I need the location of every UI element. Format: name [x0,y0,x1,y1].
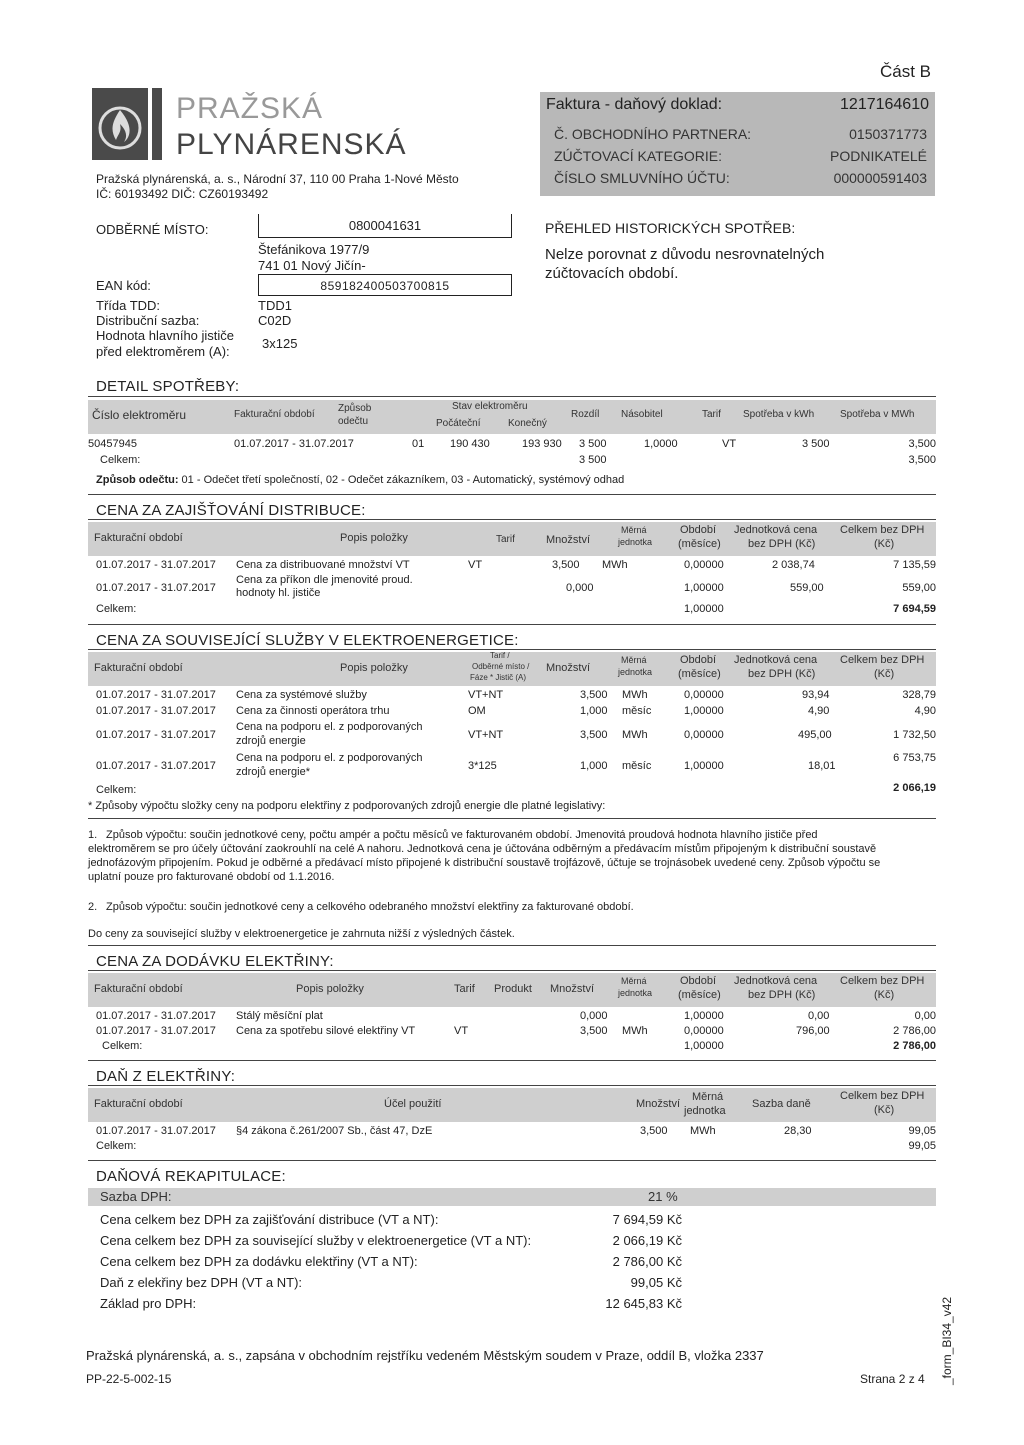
dist-r2-item2: hodnoty hl. jističe [236,587,321,599]
breaker-value: 3x125 [262,336,298,351]
recap-row-5-value: 12 645,83 Kč [605,1296,682,1311]
th-dist-price2: bez DPH (Kč) [748,538,816,550]
services-footnote: * Způsoby výpočtu složky ceny na podporu elektřiny z podporovaných zdrojů energie dle platné legislativy: [88,800,606,812]
sup-total-obd: 1,00000 [684,1040,724,1052]
serv-r4-price: 18,01 [808,760,836,772]
logo-text-line1: PRAŽSKÁ [176,92,324,125]
dist-total-obd: 1,00000 [684,603,724,615]
ean-box [258,274,512,296]
serv-r3-tarif: VT+NT [468,729,504,741]
serv-r4-qty: 1,000 [580,760,608,772]
th-sup-price1: Jednotková cena [734,975,818,987]
company-logo [92,88,162,160]
th-tax-period: Fakturační období [94,1098,183,1110]
sup-r1-price: 0,00 [808,1010,830,1022]
dist-r1-unit: MWh [602,559,628,571]
recap-row-2-label: Cena celkem bez DPH za související služby v elektroenergetice (VT a NT): [100,1233,532,1248]
dist-r2-qty: 0,000 [566,582,594,594]
detail-total-row [88,454,936,468]
td-mult: 1,0000 [644,438,678,450]
serv-r3-price: 495,00 [798,729,832,741]
serv-r1-tarif: VT+NT [468,689,504,701]
para1-line3: jednofázovým připojením. Pokud je odběrné a předávací místo připojené k distribuční soustavě trojfázově, účtuje se trojnásobek uvedené ceny. Způsob výpočtu se [88,857,881,869]
serv-r2-qty: 1,000 [580,705,608,717]
sup-r2-period: 01.07.2017 - 31.07.2017 [96,1025,216,1037]
detail-note-text: 01 - Odečet třetí společností, 02 - Odečet zákazníkem, 03 - Automatický, systémový odhad [178,474,625,486]
serv-r3-period: 01.07.2017 - 31.07.2017 [96,729,216,741]
sup-r1-item: Stálý měsíční plat [236,1010,323,1022]
recap-row-2-value: 2 066,19 Kč [612,1233,682,1248]
th-sup-obd1: Období [680,975,717,987]
breaker-label-2: před elektroměrem (A): [96,344,230,359]
para1-line1: Způsob výpočtu: součin jednotkové ceny, počtu ampér a počtu měsíců ve fakturovaném období. Jmenovitá proudová hodnota hlavního jističe před [106,829,818,841]
tax-use: §4 zákona č.261/2007 Sb., část 47, DzE [236,1125,433,1137]
invoice-account-label: ČÍSLO SMLUVNÍHO ÚČTU: [554,170,730,186]
dist-r1-item: Cena za distribuované množství VT [236,559,410,571]
detail-total-kwh: 3 500 [579,454,607,466]
services-total-row [96,782,936,796]
th-tax-unit2: jednotka [684,1105,726,1117]
sup-r1-obd: 1,00000 [684,1010,724,1022]
recap-row-4-value: 99,05 Kč [630,1275,682,1290]
distribution-row-2 [96,574,936,602]
th-serv-tarif2: Odběrné místo / [472,662,530,671]
dist-r2-total: 559,00 [902,582,936,594]
th-period: Fakturační období [234,409,315,420]
recap-rate-value: 21 % [648,1189,678,1204]
th-mwh: Spotřeba v MWh [840,409,915,420]
sup-r1-period: 01.07.2017 - 31.07.2017 [96,1010,216,1022]
tax-rule [88,1085,936,1086]
th-serv-obd1: Období [680,654,717,666]
serv-r3-obd: 0,00000 [684,729,724,741]
ean-value: 859182400503700815 [320,279,450,293]
th-dist-price1: Jednotková cena [734,524,818,536]
detail-total-label: Celkem: [100,454,141,466]
supply-bottom-rule [88,1060,936,1061]
serv-r1-price: 93,94 [802,689,830,701]
th-method2: odečtu [338,416,369,427]
services-footnote-rule [88,818,936,819]
footer-form-code: _form_BI34_v42 [940,1296,954,1385]
th-tarif: Tarif [702,409,721,420]
th-serv-tarif1: Tarif / [490,651,510,660]
td-mwh: 3,500 [908,438,936,450]
th-tax-rate: Sazba daně [752,1098,811,1110]
dist-r1-qty: 3,500 [552,559,580,571]
th-tax-qty: Množství [636,1098,681,1110]
serv-r3-item1: Cena na podporu el. z podporovaných [236,721,423,733]
detail-total-mwh: 3,500 [908,454,936,466]
tax-title: DAŇ Z ELEKTŘINY: [96,1068,236,1085]
td-tarif: VT [722,438,737,450]
th-dist-total1: Celkem bez DPH [840,524,925,536]
td-kwh: 3 500 [802,438,830,450]
site-street: Štefánikova 1977/9 [258,242,370,257]
services-row-2 [96,705,936,719]
serv-r2-tarif: OM [468,705,486,717]
distribution-title: CENA ZA ZAJIŠŤOVÁNÍ DISTRIBUCE: [96,502,366,519]
th-sup-total1: Celkem bez DPH [840,975,925,987]
services-row-1 [96,689,936,703]
serv-r1-qty: 3,500 [580,689,608,701]
sup-r2-unit: MWh [622,1025,648,1037]
serv-r2-period: 01.07.2017 - 31.07.2017 [96,705,216,717]
footer-page: Strana 2 z 4 [860,1372,925,1386]
serv-r2-total: 4,90 [914,705,936,717]
invoice-number: 1217164610 [840,96,929,113]
dist-r2-obd: 1,00000 [684,582,724,594]
th-method1: Způsob [338,403,372,414]
tax-qty: 3,500 [640,1125,668,1137]
th-sup-price2: bez DPH (Kč) [748,989,816,1001]
supply-total-row [96,1040,936,1054]
th-dist-obd1: Období [680,524,717,536]
serv-r1-obd: 0,00000 [684,689,724,701]
td-period: 01.07.2017 - 31.07.2017 [234,438,354,450]
supply-row-2 [96,1025,936,1039]
serv-r4-period: 01.07.2017 - 31.07.2017 [96,760,216,772]
th-dist-obd2: (měsíce) [678,538,721,550]
invoice-title: Faktura - daňový doklad: [546,96,723,113]
tax-period: 01.07.2017 - 31.07.2017 [96,1125,216,1137]
para2-text: Způsob výpočtu: součin jednotkové ceny a celkového odebraného množství elektřiny za fakturované období. [106,901,634,913]
recap-row-1-value: 7 694,59 Kč [612,1212,682,1227]
th-kwh: Spotřeba v kWh [743,409,815,420]
recap-row-3-value: 2 786,00 Kč [612,1254,682,1269]
services-note: Do ceny za související služby v elektroenergetice je zahrnuta nižší z výsledných částek. [88,928,515,940]
th-serv-total1: Celkem bez DPH [840,654,925,666]
dist-r1-obd: 0,00000 [684,559,724,571]
recap-row-3-label: Cena celkem bez DPH za dodávku elektřiny (VT a NT): [100,1254,418,1269]
serv-r2-obd: 1,00000 [684,705,724,717]
th-serv-price2: bez DPH (Kč) [748,668,816,680]
tax-header-bar [88,1088,936,1122]
sup-r2-item: Cena za spotřebu silové elektřiny VT [236,1025,416,1037]
serv-total-label: Celkem: [96,784,137,796]
tax-row [96,1125,936,1139]
sup-total-label: Celkem: [102,1040,143,1052]
td-diff: 3 500 [579,438,607,450]
services-header-bar [88,652,936,686]
recap-row-4-label: Daň z elekřiny bez DPH (VT a NT): [100,1275,303,1290]
dist-r1-tarif: VT [468,559,483,571]
serv-total: 2 066,19 [893,782,936,794]
part-label: Část B [880,62,932,81]
site-number: 0800041631 [348,218,422,233]
th-serv-item: Popis položky [340,662,408,674]
tax-rate: 28,30 [784,1125,812,1137]
serv-r1-total: 328,79 [902,689,936,701]
tax-total: 99,05 [908,1125,936,1137]
tax-bottom-rule [88,1160,936,1161]
serv-r1-unit: MWh [622,689,648,701]
history-text-1: Nelze porovnat z důvodu nesrovnatelných [545,246,825,263]
serv-r4-obd: 1,00000 [684,760,724,772]
th-meter: Číslo elektroměru [92,408,187,422]
serv-r3-total: 1 732,50 [893,729,936,741]
th-tax-unit1: Měrná [692,1091,724,1103]
sup-r2-total: 2 786,00 [893,1025,936,1037]
services-row-3 [96,721,936,749]
footer-registry: Pražská plynárenská, a. s., zapsána v obchodním rejstříku vedeném Městským soudem v Praze, oddíl B, vložka 2337 [86,1348,764,1363]
th-diff: Rozdíl [571,409,600,420]
rate-value: C02D [258,313,292,328]
footer-code: PP-22-5-002-15 [86,1372,172,1386]
th-tax-use: Účel použití [384,1098,442,1110]
company-ids: IČ: 60193492 DIČ: CZ60193492 [96,187,269,201]
th-serv-unit2: jednotka [618,667,653,677]
supply-rule [88,970,936,971]
th-dist-tarif: Tarif [496,534,515,545]
sup-r2-price: 796,00 [796,1025,830,1037]
dist-r1-price: 2 038,74 [772,559,815,571]
th-serv-price1: Jednotková cena [734,654,818,666]
th-sup-obd2: (měsíce) [678,989,721,1001]
th-sup-total2: (Kč) [874,989,895,1001]
serv-r4-tarif: 3*125 [468,760,497,772]
dist-r2-item1: Cena za příkon dle jmenovité proud. [236,574,413,586]
th-serv-period: Fakturační období [94,662,183,674]
supply-header-bar [88,973,936,1007]
para1-num: 1. [88,829,98,841]
services-rule [88,649,936,650]
tdd-label: Třída TDD: [96,298,161,313]
history-text-2: zúčtovacích období. [545,265,679,282]
recap-row-1-label: Cena celkem bez DPH za zajišťování distribuce (VT a NT): [100,1212,439,1227]
th-tax-total1: Celkem bez DPH [840,1090,925,1102]
td-end: 193 930 [522,438,562,450]
distribution-total-row [96,603,936,617]
distribution-bottom-rule [88,624,936,625]
distribution-row-1 [96,559,936,573]
serv-r2-item: Cena za činnosti operátora trhu [236,705,390,717]
th-sup-product: Produkt [494,983,532,995]
site-label: ODBĚRNÉ MÍSTO: [96,222,209,237]
serv-r3-unit: MWh [622,729,648,741]
tax-total-row [96,1140,936,1154]
para2-num: 2. [88,901,98,913]
dist-total-label: Celkem: [96,603,137,615]
para1-line4: uplatní pouze pro fakturované období od 1.1.2016. [88,871,335,883]
serv-r1-period: 01.07.2017 - 31.07.2017 [96,689,216,701]
detail-rule [88,396,936,397]
services-bottom-rule [88,945,936,946]
supply-row-1 [96,1010,936,1024]
th-sup-unit2: jednotka [618,988,653,998]
distribution-rule [88,519,936,520]
dist-r2-period: 01.07.2017 - 31.07.2017 [96,582,216,594]
th-sup-item: Popis položky [296,983,364,995]
detail-bottom-rule [88,494,936,495]
history-title: PŘEHLED HISTORICKÝCH SPOTŘEB: [545,220,796,236]
th-dist-item: Popis položky [340,532,408,544]
site-number-box [258,214,512,238]
tax-unit: MWh [690,1125,716,1137]
services-title: CENA ZA SOUVISEJÍCÍ SLUŽBY V ELEKTROENERGETICE: [96,632,519,649]
para1-line2: elektroměrem se pro účely účtování zaokrouhlí na celé A nahoru. Jednotková cena je účtována odběrným a předávacím místům připojeným k distribuční soustavě [88,843,877,855]
serv-r2-unit: měsíc [622,705,652,717]
th-mult: Násobitel [621,409,663,420]
flame-logo-icon [92,88,162,160]
th-serv-total2: (Kč) [874,668,895,680]
sup-r1-total: 0,00 [914,1010,936,1022]
tax-total-label: Celkem: [96,1140,137,1152]
sup-r2-obd: 0,00000 [684,1025,724,1037]
site-city: 741 01 Nový Jičín- [258,258,366,273]
serv-r4-item2: zdrojů energie* [236,766,310,778]
recap-rate-label: Sazba DPH: [100,1189,172,1204]
sup-total: 2 786,00 [893,1040,936,1052]
sup-r1-qty: 0,000 [580,1010,608,1022]
th-serv-tarif3: Fáze * Jistič (A) [470,673,527,682]
td-start: 190 430 [450,438,490,450]
logo-text-line2: PLYNÁRENSKÁ [176,128,407,161]
serv-r1-item: Cena za systémové služby [236,689,367,701]
dist-r1-total: 7 135,59 [893,559,936,571]
distribution-header-bar [88,522,936,556]
detail-header-bar [88,400,936,434]
th-serv-qty: Množství [546,662,591,674]
breaker-label-1: Hodnota hlavního jističe [96,328,235,343]
rate-label: Distribuční sazba: [96,313,200,328]
th-dist-total2: (Kč) [874,538,895,550]
ean-label: EAN kód: [96,278,151,293]
detail-note-label: Způsob odečtu: [96,474,179,486]
th-sup-tarif: Tarif [454,983,475,995]
td-meter: 50457945 [88,438,137,450]
serv-r2-price: 4,90 [808,705,830,717]
recap-title: DAŇOVÁ REKAPITULACE: [96,1168,286,1185]
invoice-category-label: ZÚČTOVACÍ KATEGORIE: [554,148,723,164]
tdd-value: TDD1 [258,298,292,313]
th-start: Počáteční [436,418,481,429]
th-serv-unit1: Měrná [621,655,647,665]
th-sup-unit1: Měrná [621,976,647,986]
th-sup-qty: Množství [550,983,595,995]
serv-r4-total: 6 753,75 [893,752,936,764]
th-sup-period: Fakturační období [94,983,183,995]
supply-title: CENA ZA DODÁVKU ELEKTŘINY: [96,953,334,970]
detail-note [96,474,624,486]
serv-r4-unit: měsíc [622,760,652,772]
tax-total-value: 99,05 [908,1140,936,1152]
serv-r3-item2: zdrojů energie [236,735,306,747]
th-dist-unit1: Měrná [621,525,647,535]
sup-r2-tarif: VT [454,1025,469,1037]
th-dist-unit2: jednotka [618,537,653,547]
invoice-account-value: 000000591403 [833,170,927,186]
th-state: Stav elektroměru [452,401,528,412]
th-end: Konečný [508,418,547,429]
th-tax-total2: (Kč) [874,1104,895,1116]
recap-row-5-label: Základ pro DPH: [100,1296,197,1311]
recap-rate-bar [88,1188,936,1206]
company-address: Pražská plynárenská, a. s., Národní 37, 110 00 Praha 1-Nové Město [96,172,459,186]
dist-r2-price: 559,00 [790,582,824,594]
dist-r1-period: 01.07.2017 - 31.07.2017 [96,559,216,571]
th-dist-qty: Množství [546,534,591,546]
th-dist-period: Fakturační období [94,532,183,544]
th-serv-obd2: (měsíce) [678,668,721,680]
detail-title: DETAIL SPOTŘEBY: [96,378,240,395]
detail-row [88,438,936,452]
td-method: 01 [412,438,425,450]
invoice-box [540,92,935,196]
invoice-category-value: PODNIKATELÉ [830,148,927,164]
invoice-partner-value: 0150371773 [849,126,927,142]
serv-r4-item1: Cena na podporu el. z podporovaných [236,752,423,764]
serv-r3-qty: 3,500 [580,729,608,741]
invoice-partner-label: Č. OBCHODNÍHO PARTNERA: [554,126,752,142]
services-row-4 [96,752,936,780]
dist-total: 7 694,59 [893,603,936,615]
sup-r2-qty: 3,500 [580,1025,608,1037]
